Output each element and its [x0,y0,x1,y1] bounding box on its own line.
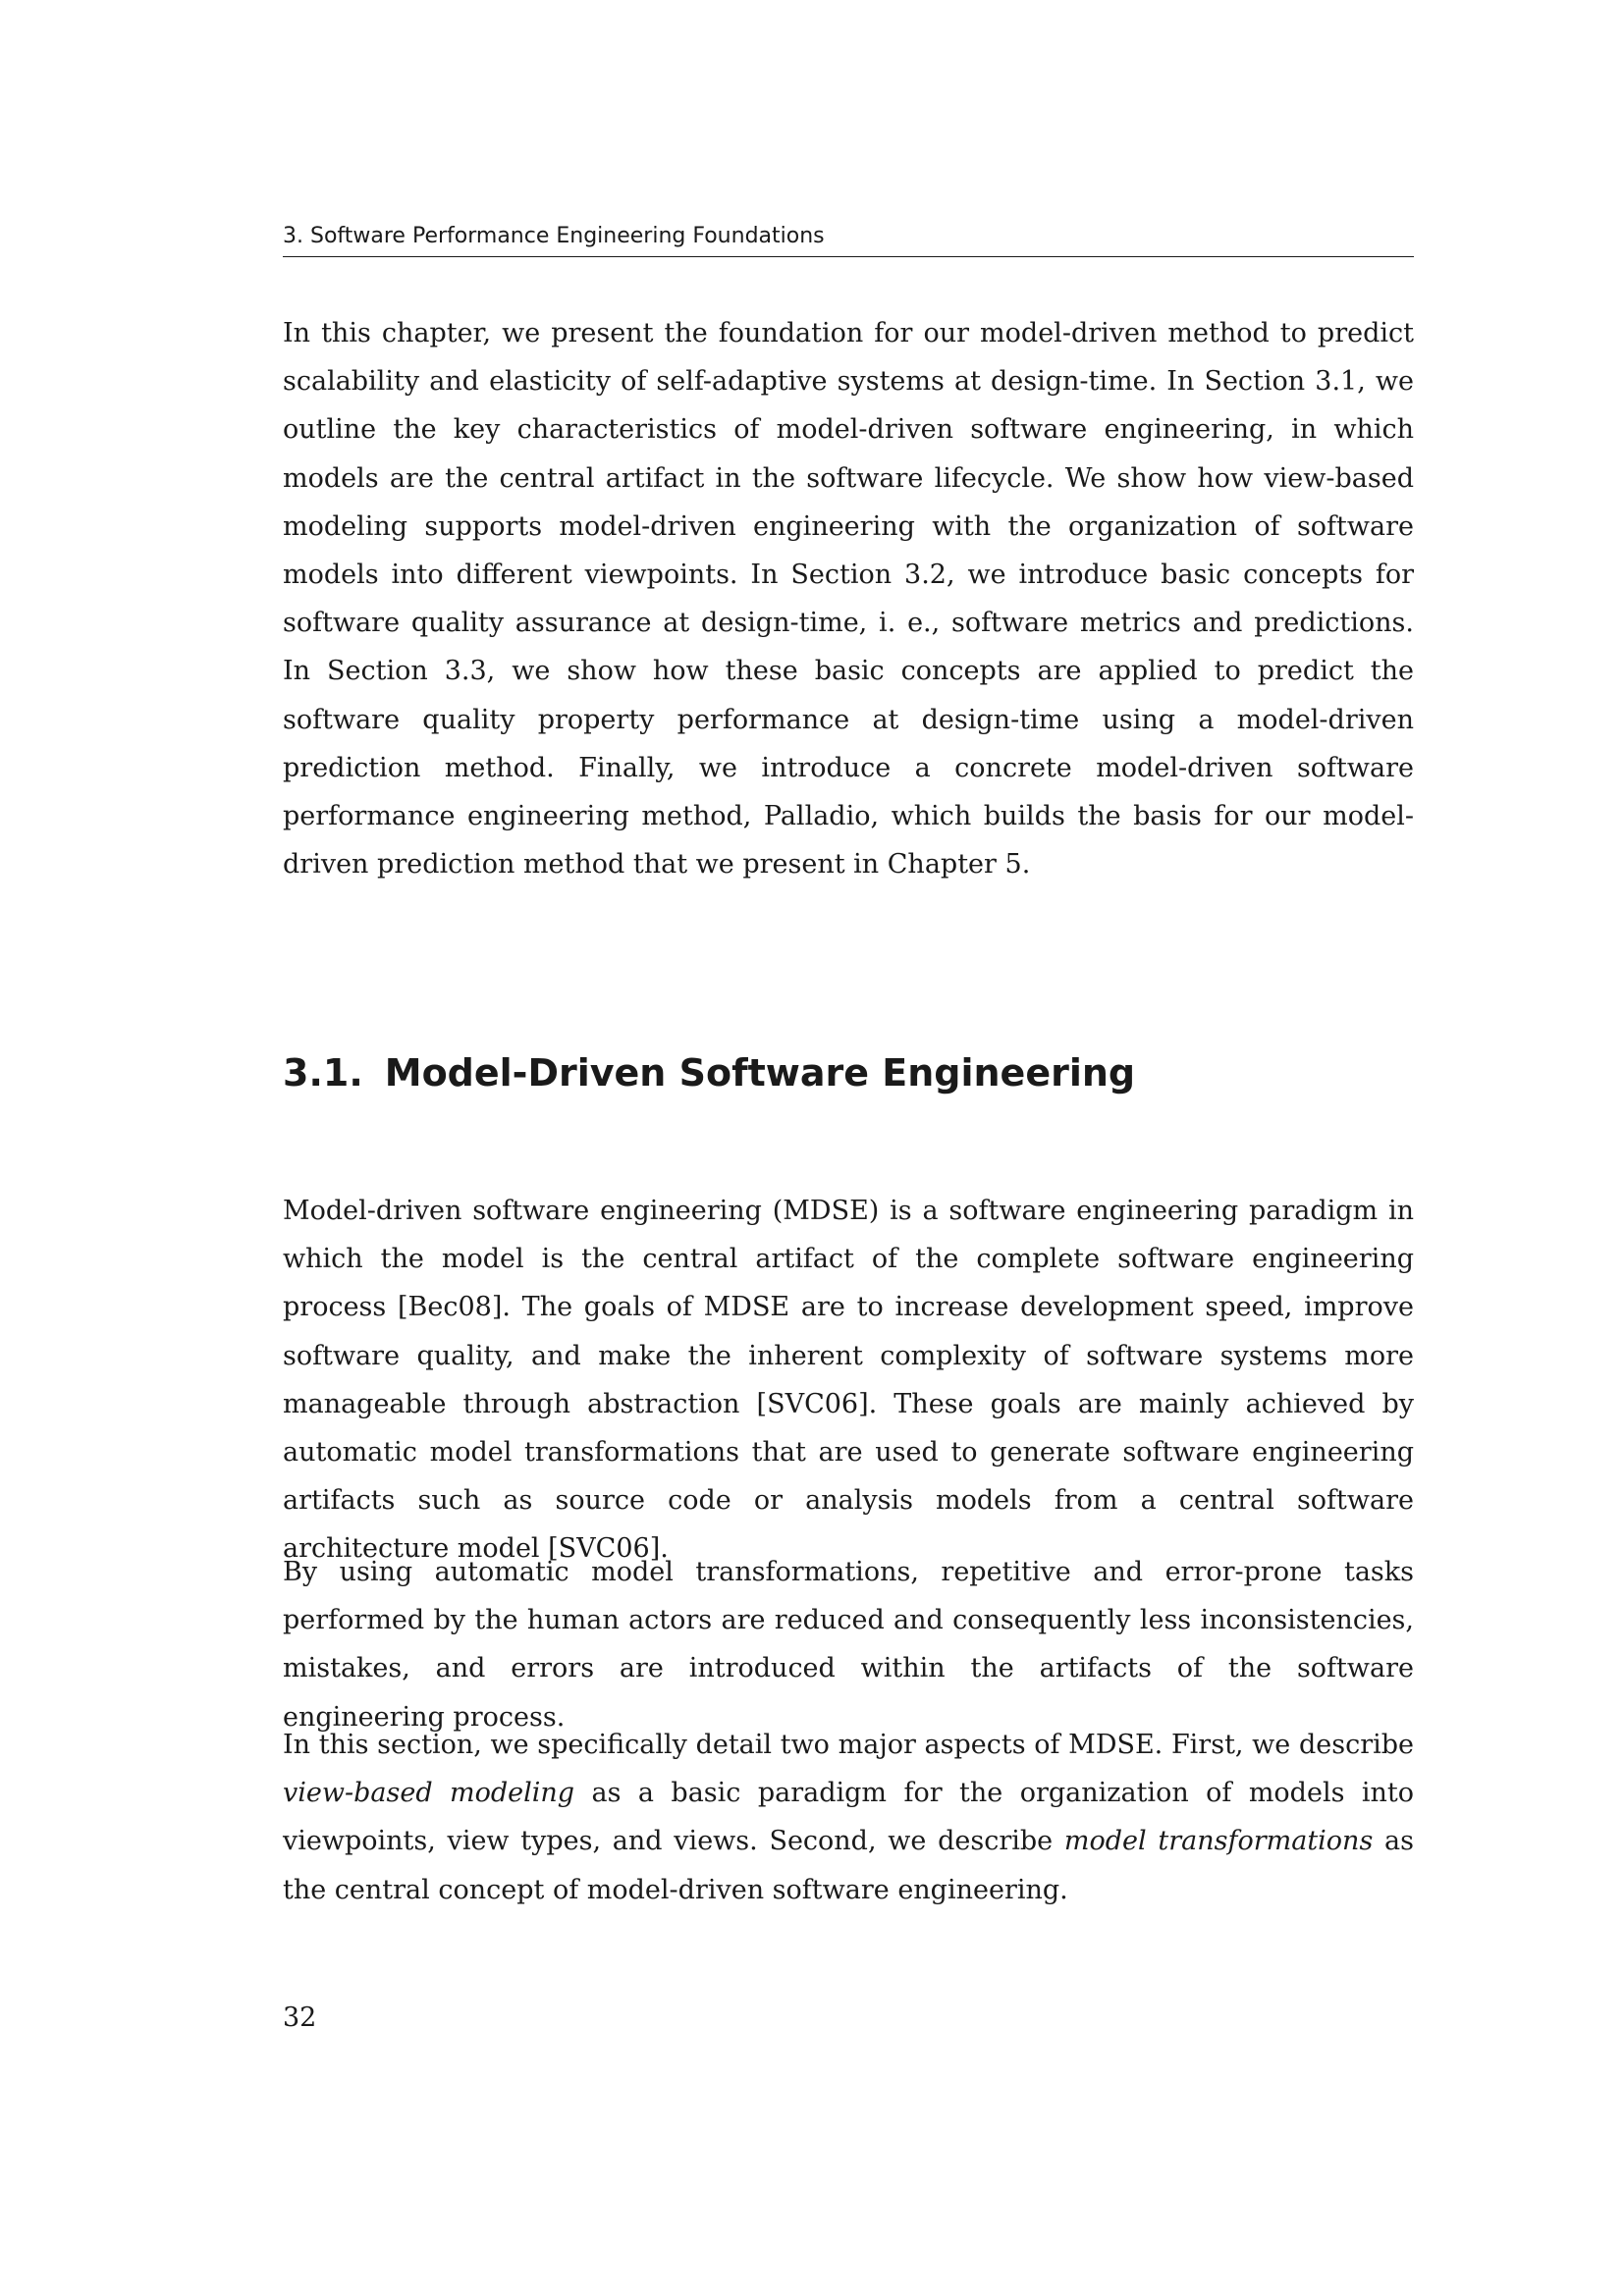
section-heading [283,1048,1414,1097]
section-number: 3.1. [283,1051,363,1095]
running-header: 3. Software Performance Engineering Foundations [283,224,825,248]
paragraph-3-text-c: as the central concept of model-driven software engineering. [283,1826,1414,1905]
paragraph-3-text-b: as a basic paradigm for the organization of models into viewpoints, view types, and views. Second, we describe [283,1778,1414,1857]
section-paragraph-3 [283,1721,1414,1914]
section-paragraph-2: By using automatic model transformations, repetitive and error-prone tasks performed by the human actors are reduced and consequently less inconsistencies, mistakes, and errors are introduced within the artifacts of the software engineering process. [283,1557,1414,1733]
section-paragraph-1: Model-driven software engineering (MDSE) is a software engineering paradigm in which the model is the central artifact of the complete software engineering process [Bec08]. The goals of MDSE are to increase development speed, improve software quality, and make the inherent complexity of software systems more manageable through abstraction [SVC06]. These goals are mainly achieved by automatic model transformations that are used to generate software engineering artifacts such as source code or analysis models from a central software architecture model [SVC06]. [283,1196,1414,1565]
paragraph-3-text-a: In this section, we specifically detail two major aspects of MDSE. First, we describe [283,1730,1414,1760]
section-title: Model-Driven Software Engineering [384,1051,1136,1095]
page-number: 32 [283,2002,317,2033]
emphasis-view-based-modeling: view-based modeling [283,1778,575,1809]
header-rule [283,256,1414,257]
intro-paragraph: In this chapter, we present the foundation for our model-driven method to predict scalability and elasticity of self-adaptive systems at design-time. In Section 3.1, we outline the key characteristics of model-driven software engineering, in which models are the central artifact in the software lifecycle. We show how view-based modeling supports model-driven engineering with the organization of software models into different viewpoints. In Section 3.2, we introduce basic concepts for software quality assurance at design-time, i. e., software metrics and predictions. In Section 3.3, we show how these basic concepts are applied to predict the software quality property performance at design-time using a model-driven prediction method. Finally, we introduce a concrete model-driven software performance engineering method, Palladio, which builds the basis for our model-driven prediction method that we present in Chapter 5. [283,318,1414,881]
emphasis-model-transformations: model transformations [1063,1826,1374,1857]
